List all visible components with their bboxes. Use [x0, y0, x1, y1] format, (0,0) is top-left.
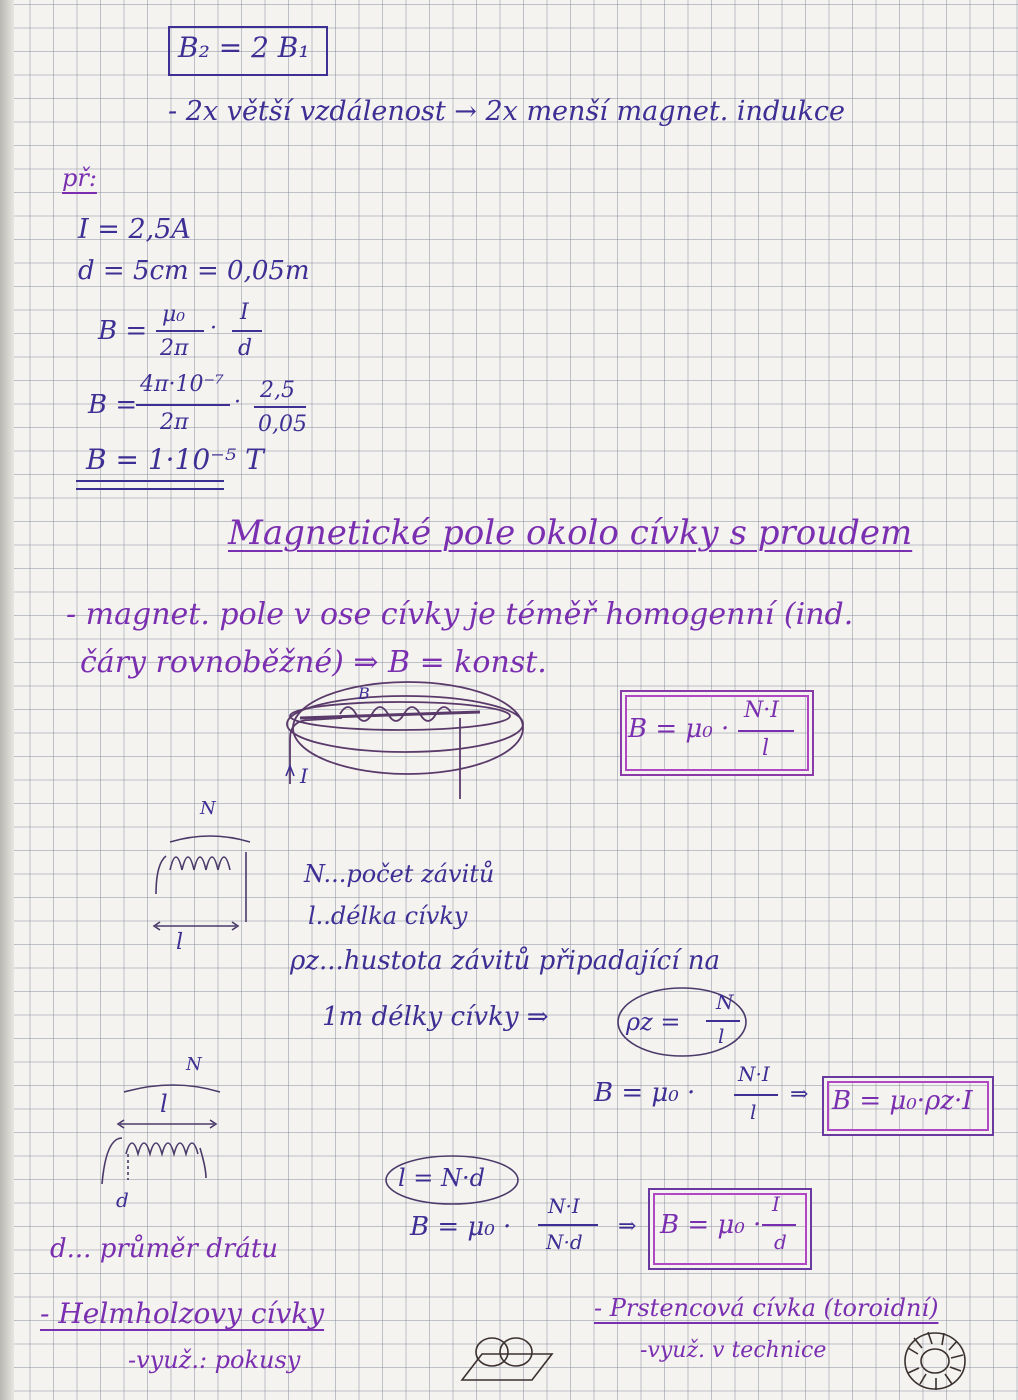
paragraph-line-1: - magnet. pole v ose cívky je téměř homogenní (ind. [66, 597, 854, 632]
coil-formula-num: N·I [744, 698, 779, 723]
formula1-num2: I [240, 300, 249, 325]
toroid-use: -využ. v technice [640, 1338, 827, 1363]
coil-length-figure [150, 822, 260, 942]
page-edge [0, 0, 14, 1400]
fig3-l-label: l [160, 1090, 168, 1118]
b3-den: N·d [546, 1230, 583, 1254]
diameter-formula-bar [762, 1224, 796, 1226]
fig1-b-label: B [358, 684, 370, 703]
b2-den: l [750, 1100, 757, 1124]
coil-formula-bar [738, 730, 794, 732]
fig3-n-label: N [186, 1054, 202, 1075]
formula1-den1: 2π [160, 336, 189, 361]
def-d: d... průměr drátu [50, 1234, 279, 1264]
b3-num: N·I [548, 1194, 580, 1218]
helmholtz-heading: - Helmholzovy cívky [40, 1297, 325, 1330]
l-equals-nd: l = N·d [398, 1164, 486, 1192]
formula1-dot: · [210, 316, 217, 341]
section-heading: Magnetické pole okolo cívky s proudem [228, 513, 913, 553]
rho-bar [706, 1020, 740, 1022]
formula1-bar2 [232, 330, 262, 332]
fig1-i-label: I [300, 764, 308, 788]
rho-den: l [718, 1024, 725, 1048]
fig2-l-label: l [176, 930, 184, 955]
formula2-den1: 2π [160, 410, 189, 435]
b3-bar [538, 1224, 598, 1226]
helmholtz-use: -využ.: pokusy [128, 1346, 301, 1374]
formula2-lhs: B = [88, 390, 138, 420]
b2-bar [734, 1094, 778, 1096]
paragraph-line-2: čáry rovnoběžné) ⇒ B = konst. [80, 645, 547, 680]
given-current: I = 2,5A [78, 214, 191, 245]
formula2-den2: 0,05 [258, 412, 307, 437]
helmholtz-coils-sketch [454, 1330, 554, 1386]
toroid-heading: - Prstencová cívka (toroidní) [594, 1294, 939, 1322]
result-underline-2 [76, 488, 224, 490]
formula2-dot: · [234, 390, 241, 415]
formula2-bar1 [136, 404, 230, 406]
solenoid-field-figure [280, 684, 530, 804]
formula1-num1: μ₀ [162, 302, 186, 327]
formula2-num2: 2,5 [260, 378, 295, 403]
coil-formula-den: l [762, 736, 770, 761]
def-n: N...počet závitů [304, 860, 495, 888]
coil-formula-lhs: B = μ₀ · [628, 714, 730, 744]
def-l: l..délka cívky [308, 902, 468, 930]
b2-formula: B₂ = 2 B₁ [178, 31, 310, 64]
rho-lhs: ρz = [626, 1008, 681, 1036]
rho-formula: B = μ₀·ρz·I [832, 1086, 973, 1116]
b2-num: N·I [738, 1062, 770, 1086]
example-label: př: [62, 164, 97, 192]
def-rho-1: ρz...hustota závitů připadající na [290, 946, 721, 976]
result: B = 1·10⁻⁵ T [86, 443, 264, 476]
toroid-sketch [900, 1328, 970, 1394]
b3-lhs: B = μ₀ · [410, 1212, 512, 1242]
formula1-bar1 [156, 330, 204, 332]
formula1-lhs: B = [98, 316, 148, 346]
note-line-1: - 2x větší vzdálenost → 2x menší magnet. indukce [168, 96, 846, 127]
def-rho-2: 1m délky cívky ⇒ [322, 1002, 549, 1032]
diameter-formula-lhs: B = μ₀ · [660, 1210, 762, 1240]
b3-arrow: ⇒ [618, 1214, 637, 1239]
fig2-n-label: N [200, 798, 216, 819]
formula2-num1: 4π·10⁻⁷ [140, 372, 224, 397]
diameter-formula-den: d [774, 1230, 787, 1254]
b2-lhs: B = μ₀ · [594, 1078, 696, 1108]
formula1-den2: d [238, 336, 253, 361]
fig3-d-label: d [116, 1188, 129, 1212]
b2-arrow: ⇒ [790, 1082, 809, 1107]
result-underline-1 [76, 480, 224, 482]
formula2-bar2 [254, 406, 306, 408]
given-distance: d = 5cm = 0,05m [78, 256, 310, 286]
rho-num: N [716, 990, 734, 1014]
diameter-formula-num: I [772, 1192, 780, 1216]
